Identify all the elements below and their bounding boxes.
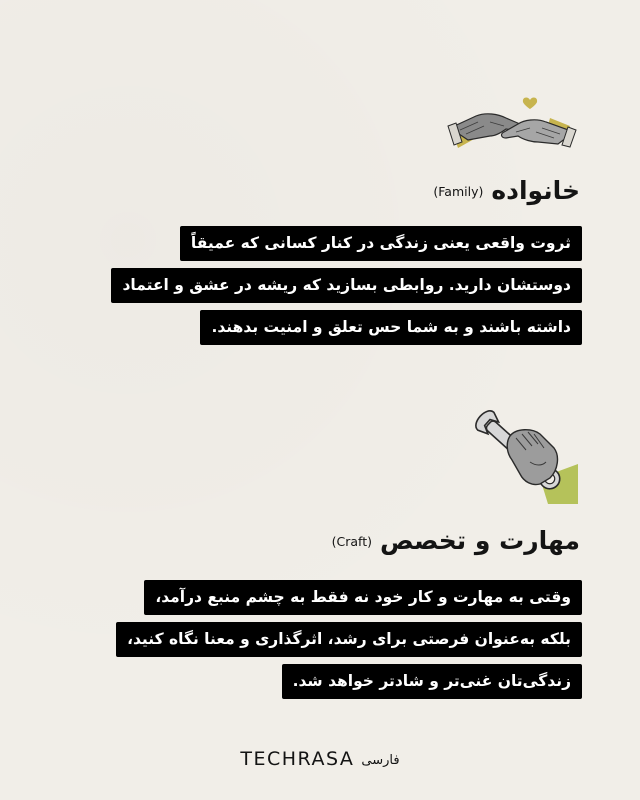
hand-wrench-icon — [470, 402, 582, 506]
section-heading-craft — [332, 528, 580, 553]
section-title: مهارت و تخصص — [380, 526, 580, 555]
section-body-family — [111, 226, 582, 345]
text-line: زندگی‌تان غنی‌تر و شادتر خواهد شد. — [282, 664, 582, 699]
section-subtitle: (Craft) — [331, 534, 373, 550]
brand-language: فارسی — [361, 753, 400, 768]
text-line: بلکه به‌عنوان فرصتی برای رشد، اثرگذاری و معنا نگاه کنید، — [116, 622, 582, 657]
section-heading-family — [433, 178, 580, 203]
brand-name: TECHRASA — [240, 748, 355, 770]
text-line: وقتی به مهارت و کار خود نه فقط به چشم منبع درآمد، — [144, 580, 582, 615]
brand-logo — [0, 750, 640, 769]
section-subtitle: (Family) — [433, 184, 484, 200]
section-title: خانواده — [491, 176, 580, 205]
text-line: ثروت واقعی یعنی زندگی در کنار کسانی که عمیقاً — [180, 226, 582, 261]
text-line: دوستشان دارید. روابطی بسازید که ریشه در عشق و اعتماد — [111, 268, 582, 303]
holding-hands-icon — [446, 92, 578, 154]
section-body-craft — [116, 580, 582, 699]
text-line: داشته باشند و به شما حس تعلق و امنیت بدهند. — [200, 310, 582, 345]
